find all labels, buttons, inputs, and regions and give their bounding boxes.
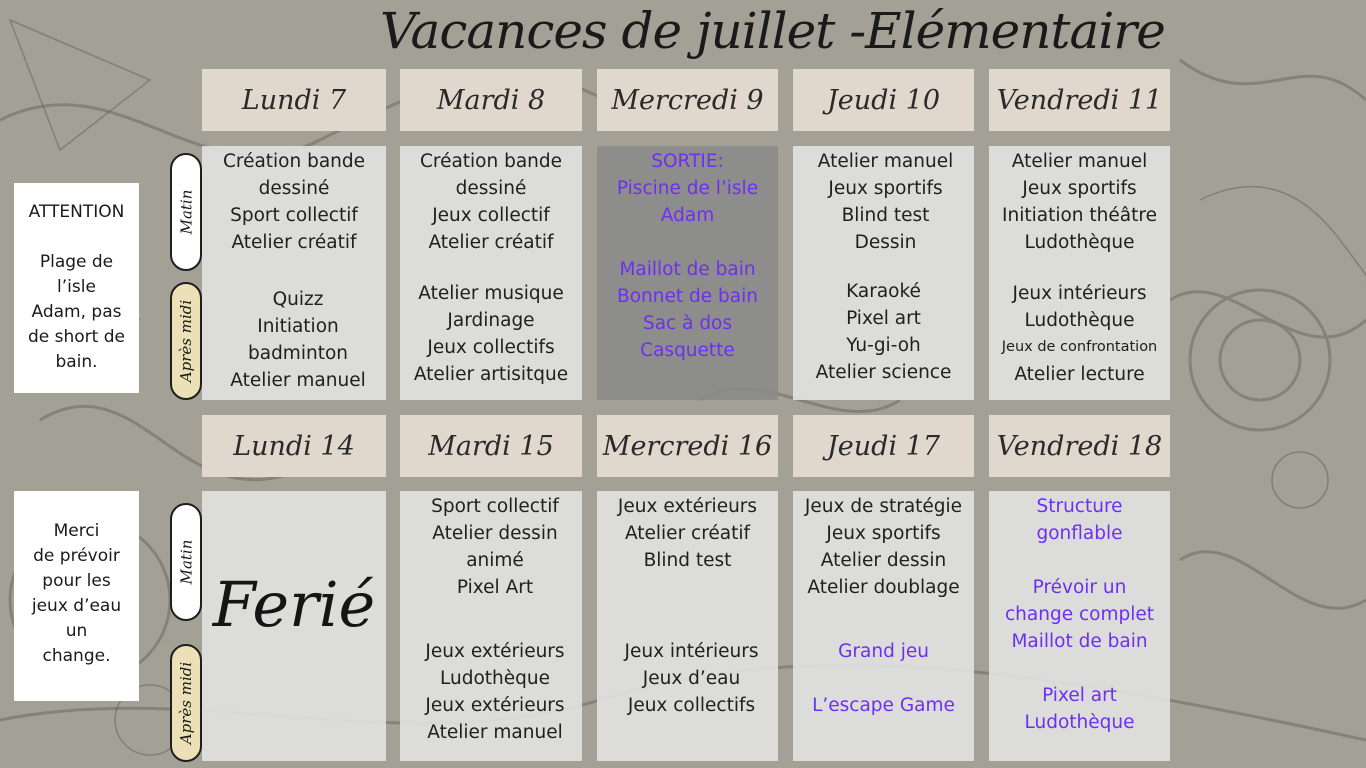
outing-line: Sac à dos <box>642 313 733 334</box>
activity: Atelier dessin <box>432 523 558 544</box>
activity: Atelier dessin <box>820 550 947 571</box>
day-header-jeudi-10: Jeudi 10 <box>793 69 974 131</box>
day-header-lundi-14: Lundi 14 <box>202 415 386 477</box>
activity: Blind test <box>841 205 930 226</box>
activity: Atelier lecture <box>1014 364 1145 385</box>
schedule-cell-jeudi-10 <box>793 146 974 400</box>
outing-line: Maillot de bain <box>619 259 756 280</box>
notice-water-games <box>14 491 139 701</box>
outing-title: SORTIE: <box>651 151 724 172</box>
outing-line: Adam <box>660 205 715 226</box>
activity: Dessin <box>854 232 917 253</box>
activity: gonflable <box>1036 523 1123 544</box>
activity: Jeux sportifs <box>1022 178 1137 199</box>
activity: Atelier créatif <box>231 232 357 253</box>
notice-line: Adam, pas <box>31 302 122 322</box>
outing-spacer <box>597 229 778 256</box>
activity: Atelier science <box>815 362 952 383</box>
activity: Atelier musique <box>418 283 564 304</box>
activity: Jeux collectif <box>432 205 550 226</box>
activity: Blind test <box>643 550 732 571</box>
activity: Karaoké <box>846 281 921 302</box>
notice-line: de short de <box>28 327 125 347</box>
schedule-cell-mardi-15 <box>400 491 582 761</box>
activity: Création bande <box>419 151 563 172</box>
outing-line: Bonnet de bain <box>617 286 758 307</box>
activity: badminton <box>247 343 348 364</box>
apres-midi-label-week1: Après midi <box>170 282 202 400</box>
page-title: Vacances de juillet -Elémentaire <box>380 2 1165 60</box>
schedule-cell-vendredi-11 <box>989 146 1170 400</box>
apres-midi-label-week2: Après midi <box>170 644 202 762</box>
notice-line: l’isle <box>57 277 96 297</box>
activity: Jeux collectifs <box>427 337 555 358</box>
activity: Prévoir un <box>1032 577 1127 598</box>
activity: Initiation théâtre <box>1002 205 1157 226</box>
activity: Jeux extérieurs <box>425 641 565 662</box>
activity: Atelier manuel <box>427 722 563 743</box>
activity: animé <box>466 550 524 571</box>
day-header-mardi-15: Mardi 15 <box>400 415 582 477</box>
matin-label-week2: Matin <box>170 503 202 621</box>
activity: Pixel art <box>846 308 921 329</box>
activity: Jeux sportifs <box>828 178 943 199</box>
notice-line: Merci <box>53 521 100 541</box>
outing-line: Piscine de l’isle <box>616 178 759 199</box>
activity: Ludothèque <box>1024 712 1135 733</box>
activity: Atelier doublage <box>807 577 960 598</box>
day-header-mardi-8: Mardi 8 <box>400 69 582 131</box>
activity: Atelier créatif <box>428 232 554 253</box>
activity: Structure <box>1036 496 1123 517</box>
holiday-label: Ferié <box>212 568 376 641</box>
activity: Jeux sportifs <box>826 523 941 544</box>
notice-line: pour les <box>42 571 111 591</box>
activity: Grand jeu <box>838 641 929 662</box>
outing-line: Casquette <box>640 340 735 361</box>
activity: Création bande <box>222 151 366 172</box>
notice-attention <box>14 183 139 393</box>
matin-label-week1: Matin <box>170 153 202 271</box>
activity: Ludothèque <box>1024 310 1135 331</box>
activity: Jeux d’eau <box>642 668 741 689</box>
notice-line: bain. <box>55 352 98 372</box>
activity: Jeux de confrontation <box>1001 339 1158 355</box>
activity: Atelier manuel <box>230 370 366 391</box>
activity: dessiné <box>258 178 330 199</box>
special-cell-vendredi-18 <box>989 491 1170 761</box>
activity: Atelier manuel <box>1011 151 1148 172</box>
activity-spacer <box>989 655 1170 682</box>
activity: Yu-gi-oh <box>846 335 921 356</box>
day-header-vendredi-18: Vendredi 18 <box>989 415 1170 477</box>
activity: Maillot de bain <box>1011 631 1148 652</box>
activity: Pixel art <box>1042 685 1117 706</box>
activity: Sport collectif <box>230 205 358 226</box>
activity: Jardinage <box>447 310 535 331</box>
activity: Ludothèque <box>440 668 550 689</box>
activity-spacer <box>793 665 974 692</box>
activity: Atelier artisitque <box>413 364 569 385</box>
outing-cell-mercredi-9 <box>597 146 778 400</box>
notice-line: ATTENTION <box>28 202 125 222</box>
activity: Jeux extérieurs <box>425 695 565 716</box>
notice-line: de prévoir <box>33 546 120 566</box>
activity: Jeux intérieurs <box>1012 283 1147 304</box>
notice-line: change. <box>42 646 111 666</box>
schedule-cell-lundi-7 <box>202 146 386 400</box>
schedule-cell-mercredi-16 <box>597 491 778 761</box>
activity: Ludothèque <box>1024 232 1135 253</box>
activity: dessiné <box>455 178 527 199</box>
day-header-vendredi-11: Vendredi 11 <box>989 69 1170 131</box>
activity: Jeux de stratégie <box>804 496 963 517</box>
day-header-mercredi-9: Mercredi 9 <box>597 69 778 131</box>
notice-line: Plage de <box>39 252 114 272</box>
notice-line: jeux d’eau <box>31 596 122 616</box>
notice-line: un <box>65 621 88 641</box>
activity: Jeux collectifs <box>627 695 756 716</box>
activity: Initiation <box>257 316 339 337</box>
day-header-lundi-7: Lundi 7 <box>202 69 386 131</box>
activity: Jeux intérieurs <box>624 641 759 662</box>
activity: Atelier manuel <box>817 151 954 172</box>
activity: Jeux extérieurs <box>617 496 758 517</box>
activity: Quizz <box>272 289 324 310</box>
day-header-jeudi-17: Jeudi 17 <box>793 415 974 477</box>
activity-spacer <box>989 547 1170 574</box>
activity: change complet <box>1005 604 1154 625</box>
schedule-cell-mardi-8 <box>400 146 582 400</box>
schedule-cell-jeudi-17 <box>793 491 974 761</box>
activity: Atelier créatif <box>624 523 751 544</box>
activity: Sport collectif <box>431 496 559 517</box>
day-header-mercredi-16: Mercredi 16 <box>597 415 778 477</box>
activity: L’escape Game <box>812 695 955 716</box>
notice-line <box>14 225 139 250</box>
activity: Pixel Art <box>456 577 534 598</box>
